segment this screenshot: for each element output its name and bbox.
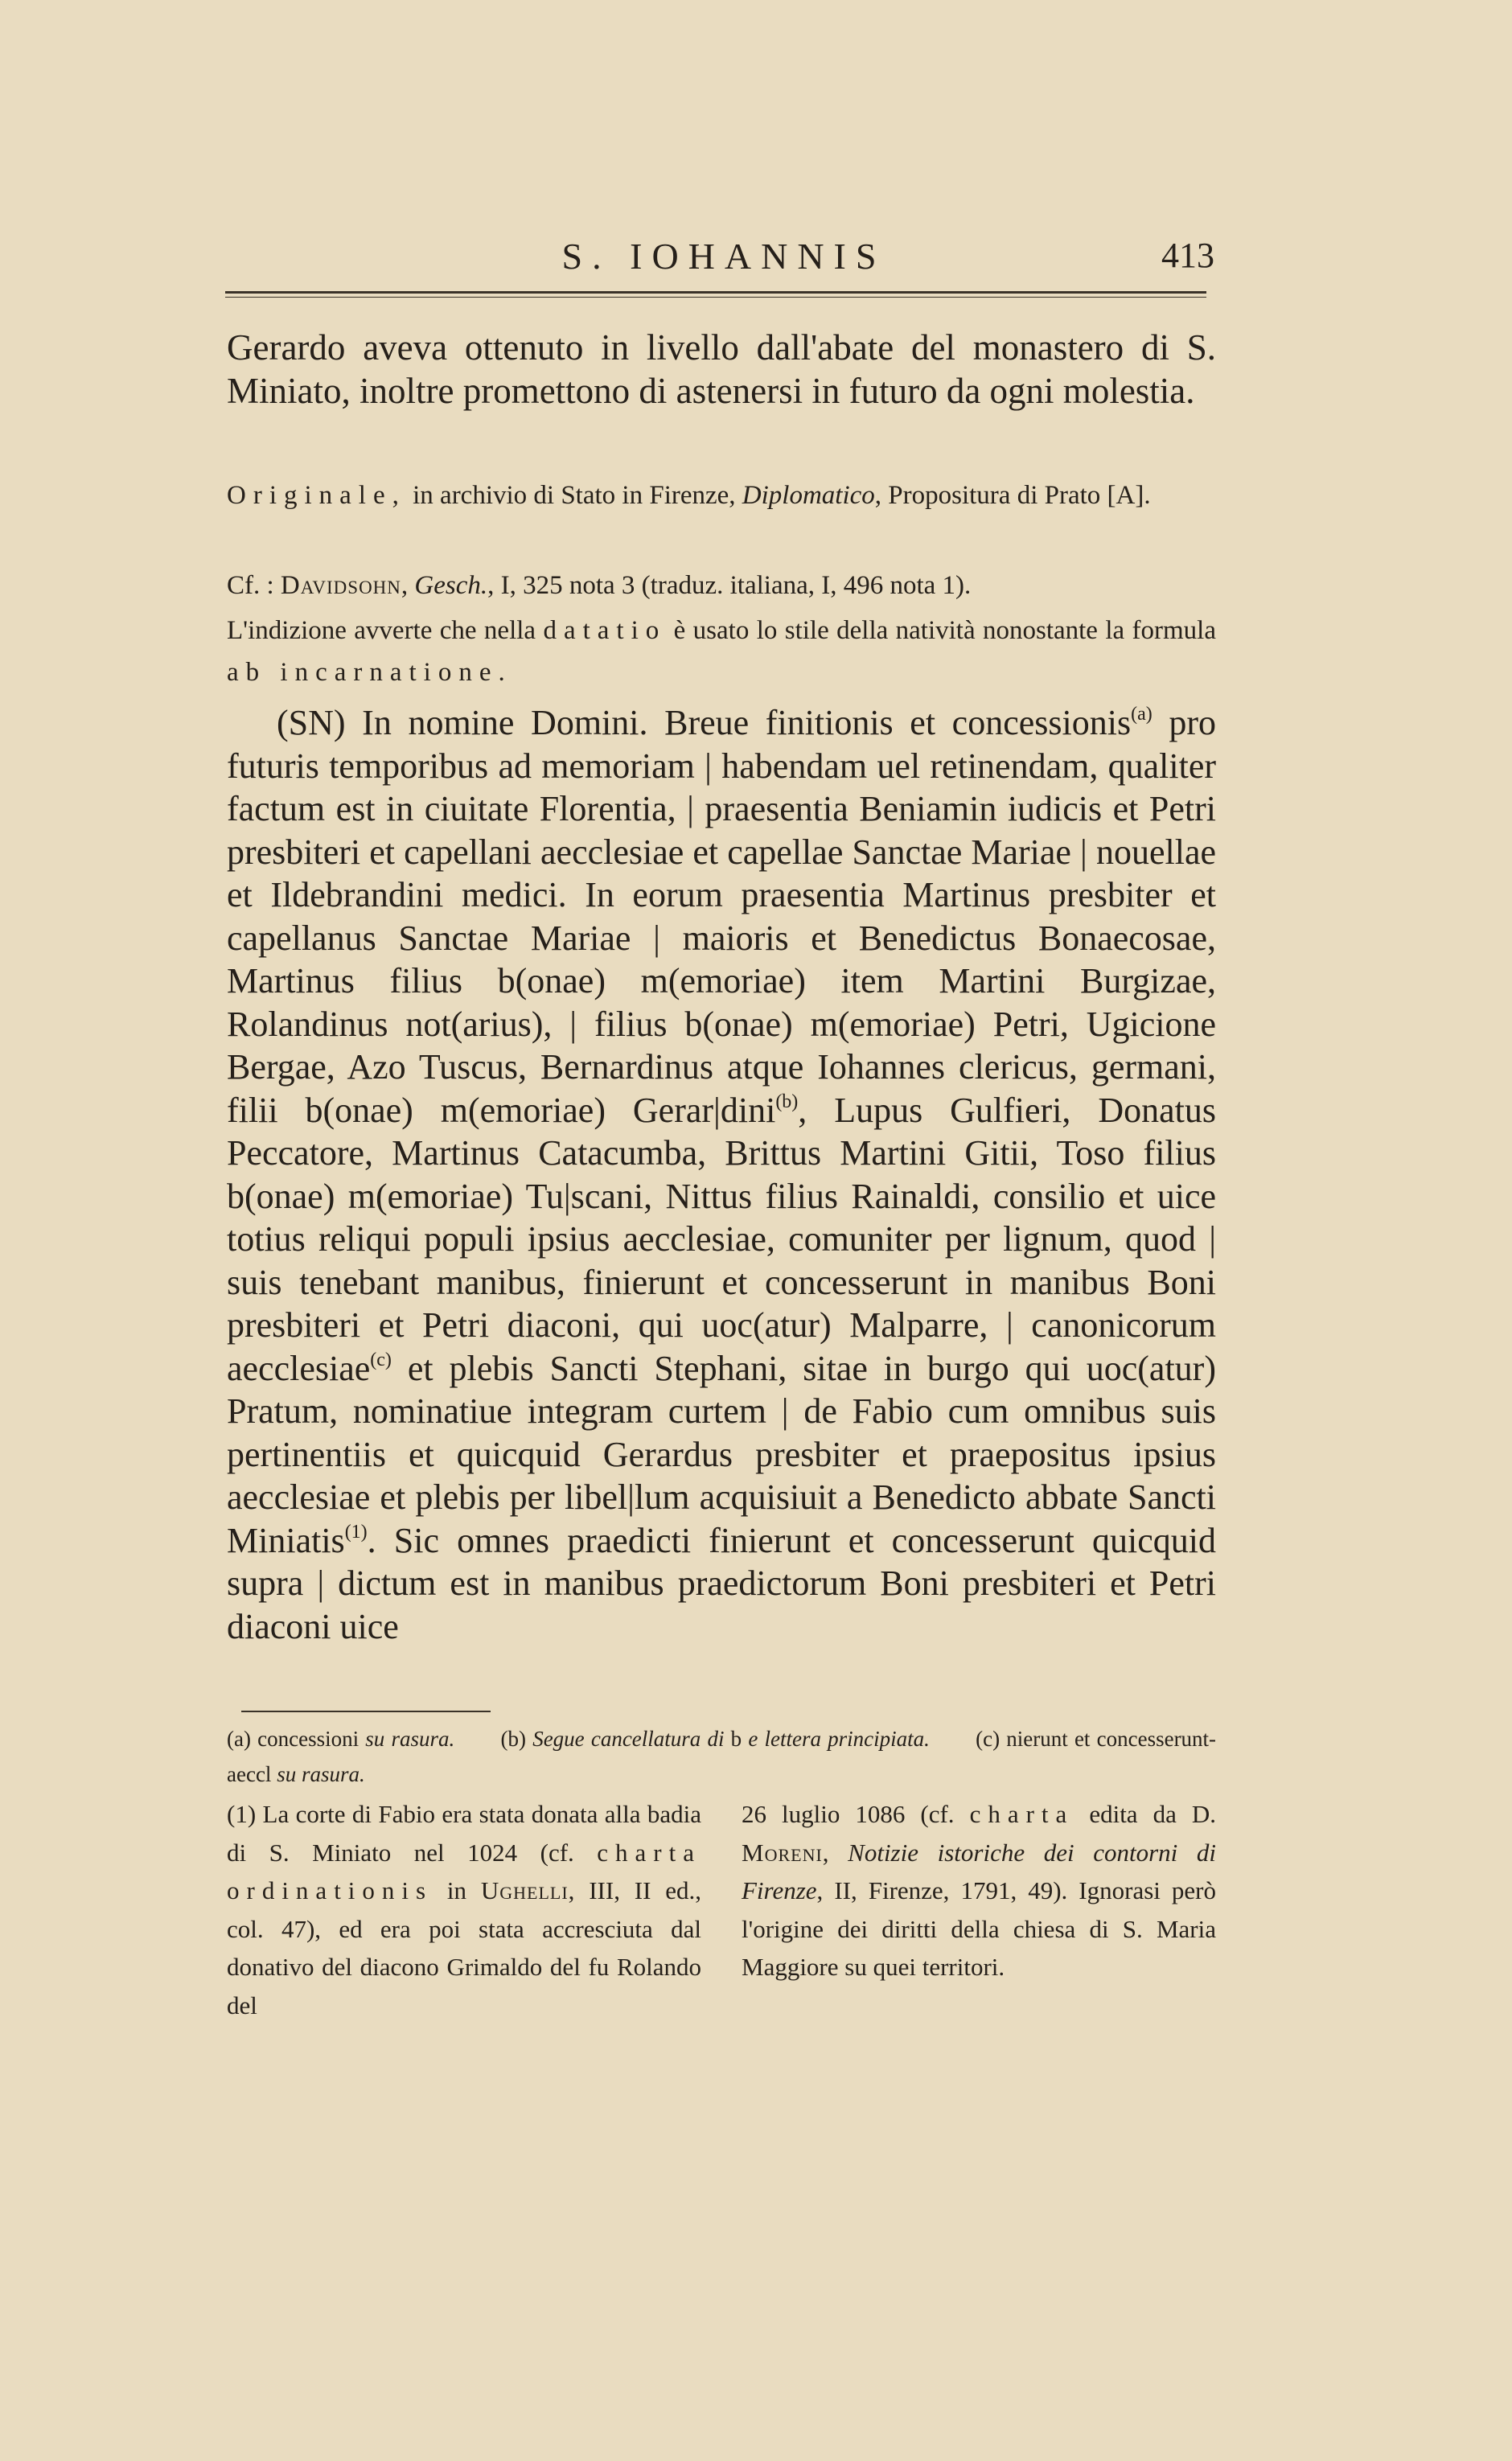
regesto-summary: Gerardo aveva ottenuto in livello dall'abate del monastero di S. Miniato, inoltre promettono di astenersi in futuro da ogni molestia.: [227, 327, 1216, 411]
page-number: 413: [1161, 236, 1214, 275]
apparatus-c-italic: su rasura.: [277, 1762, 365, 1786]
cf-sep: ,: [401, 571, 415, 600]
apparatus-rule: [241, 1711, 491, 1712]
apparatus-b-letter: b: [730, 1727, 742, 1751]
header-rule: [225, 291, 1206, 294]
footnote-left-column: [227, 1795, 701, 2024]
main-text-part: , Lupus Gulfieri, Donatus Peccatore, Martinus Catacumba, Brittus Martini Gitii, Toso filius b(onae) m(emoriae) Tu|scani, Nittus filius Rainaldi, consilio et uice totius reliqui populi ipsius aecclesiae, comuniter per lignum, quod | suis tenebant manibus, finierunt et concesserunt in manibus Boni presbiteri et Petri diaconi, qui uoc(atur) Malparre, | canonicorum aecclesiae: [227, 1090, 1217, 1388]
apparatus-ref-c: (c): [370, 1349, 392, 1370]
footnote-right-text-3: ,: [822, 1838, 848, 1867]
footnote-ref-1: (1): [344, 1521, 368, 1543]
apparatus-c-label: (c) nierunt et concesserunt-aeccl: [227, 1727, 1217, 1786]
source-italic: Diplomatico: [742, 481, 875, 510]
apparatus-b-label: (b): [500, 1727, 533, 1751]
source-text-1: in archivio di Stato in Firenze,: [405, 481, 742, 510]
indiction-text-3: .: [498, 658, 505, 687]
footnote-right-column: [742, 1795, 1216, 1986]
footnote-left-text-1: (1) La corte di Fabio era stata donata alla badia di S. Miniato nel 1024 (cf.: [227, 1800, 701, 1867]
main-text-part: . Sic omnes praedicti finierunt et concesserunt quicquid supra | dictum est in manibus praedictorum Boni presbiteri et Petri diaconi uice: [227, 1520, 1216, 1646]
apparatus-a-label: (a) concessioni: [227, 1727, 366, 1751]
main-text-part: (SN) In nomine Domini. Breue finitionis et concessionis: [277, 703, 1132, 742]
cf-lead: Cf. :: [227, 571, 281, 600]
indiction-text-1: L'indizione avverte che nella: [227, 616, 544, 645]
apparatus-a-italic: su rasura.: [365, 1727, 455, 1751]
main-paragraph: [227, 701, 1216, 1648]
bibliography-note: [227, 565, 1216, 606]
footnote-right-author: Moreni: [742, 1838, 823, 1867]
critical-apparatus: [227, 1721, 1216, 1792]
apparatus-ref-a: (a): [1131, 704, 1152, 725]
cf-rest: , I, 325 nota 3 (traduz. italiana, I, 496 nota 1).: [487, 571, 972, 600]
main-text-part: et plebis Sancti Stephani, sitae in burgo qui uoc(atur) Pratum, nominatiue integram curtem | de Fabio cum omnibus suis pertinentiis et quicquid Gerardus presbiter et praepositus ipsius aecclesiae et plebis per libel|lum acquisiuit a Benedicto abbate Sancti Miniatis: [227, 1348, 1216, 1560]
indiction-spaced-1: datatio: [543, 616, 667, 645]
footnote-left-author: Ughelli: [480, 1876, 569, 1904]
indiction-spaced-2: ab incarnatione: [227, 658, 499, 687]
cf-author: Davidsohn: [280, 571, 401, 600]
footnote-right-italic: Notizie istoriche dei contorni di Firenze: [742, 1838, 1217, 1904]
indiction-text-2: è usato lo stile della natività nonostante la formula: [666, 616, 1216, 645]
footnote-right-text-4: , II, Firenze, 1791, 49). Ignorasi però l'origine dei diritti della chiesa di S. Maria Maggiore su quei territori.: [742, 1876, 1216, 1981]
apparatus-ref-b: (b): [775, 1091, 799, 1112]
footnote-left-spaced: charta ordinationis: [227, 1838, 701, 1904]
main-text-part: pro futuris temporibus ad memoriam | habendam uel retinendam, qualiter factum est in ciuitate Florentia, | praesentia Beniamin iudicis et Petri presbiteri et capellani aecclesiae et capellae Sanctae Mariae | nouellae et Ildebrandini medici. In eorum praesentia Martinus presbiter et capellanus Sanctae Mariae | maioris et Benedictus Bonaecosae, Martinus filius b(onae) m(emoriae) item Martini Burgizae, Rolandinus not(arius), | filius b(onae) m(emoriae) Petri, Ugicione Bergae, Azo Tuscus, Bernardinus atque Iohannes clericus, germani, filii b(onae) m(emoriae) Gerar|dini: [227, 703, 1217, 1130]
cf-work: Gesch.: [414, 571, 488, 600]
footnote-right-text-2: edita da D.: [1074, 1800, 1216, 1828]
source-text-2: , Propositura di Prato [A].: [874, 481, 1151, 510]
running-header-title: S. IOHANNIS: [561, 236, 886, 277]
footnote-right-text-1: 26 luglio 1086 (cf.: [742, 1800, 970, 1828]
archival-source-note: [227, 475, 1216, 516]
indiction-note: [227, 610, 1216, 693]
apparatus-b-italic-1: Segue cancellatura di: [532, 1727, 731, 1751]
source-lead: Originale,: [227, 481, 406, 510]
apparatus-b-italic-2: e lettera principiata.: [742, 1727, 930, 1751]
document-main-text: [227, 701, 1216, 1648]
footnote-left-text-3: , III, II ed., col. 47), ed era poi stata accresciuta dal donativo del diacono Grimaldo del fu Rolando del: [227, 1876, 701, 2019]
header-rule-thin: [225, 297, 1206, 298]
footnote-right-spaced: charta: [969, 1800, 1074, 1828]
footnote-left-text-2: in: [433, 1876, 481, 1904]
